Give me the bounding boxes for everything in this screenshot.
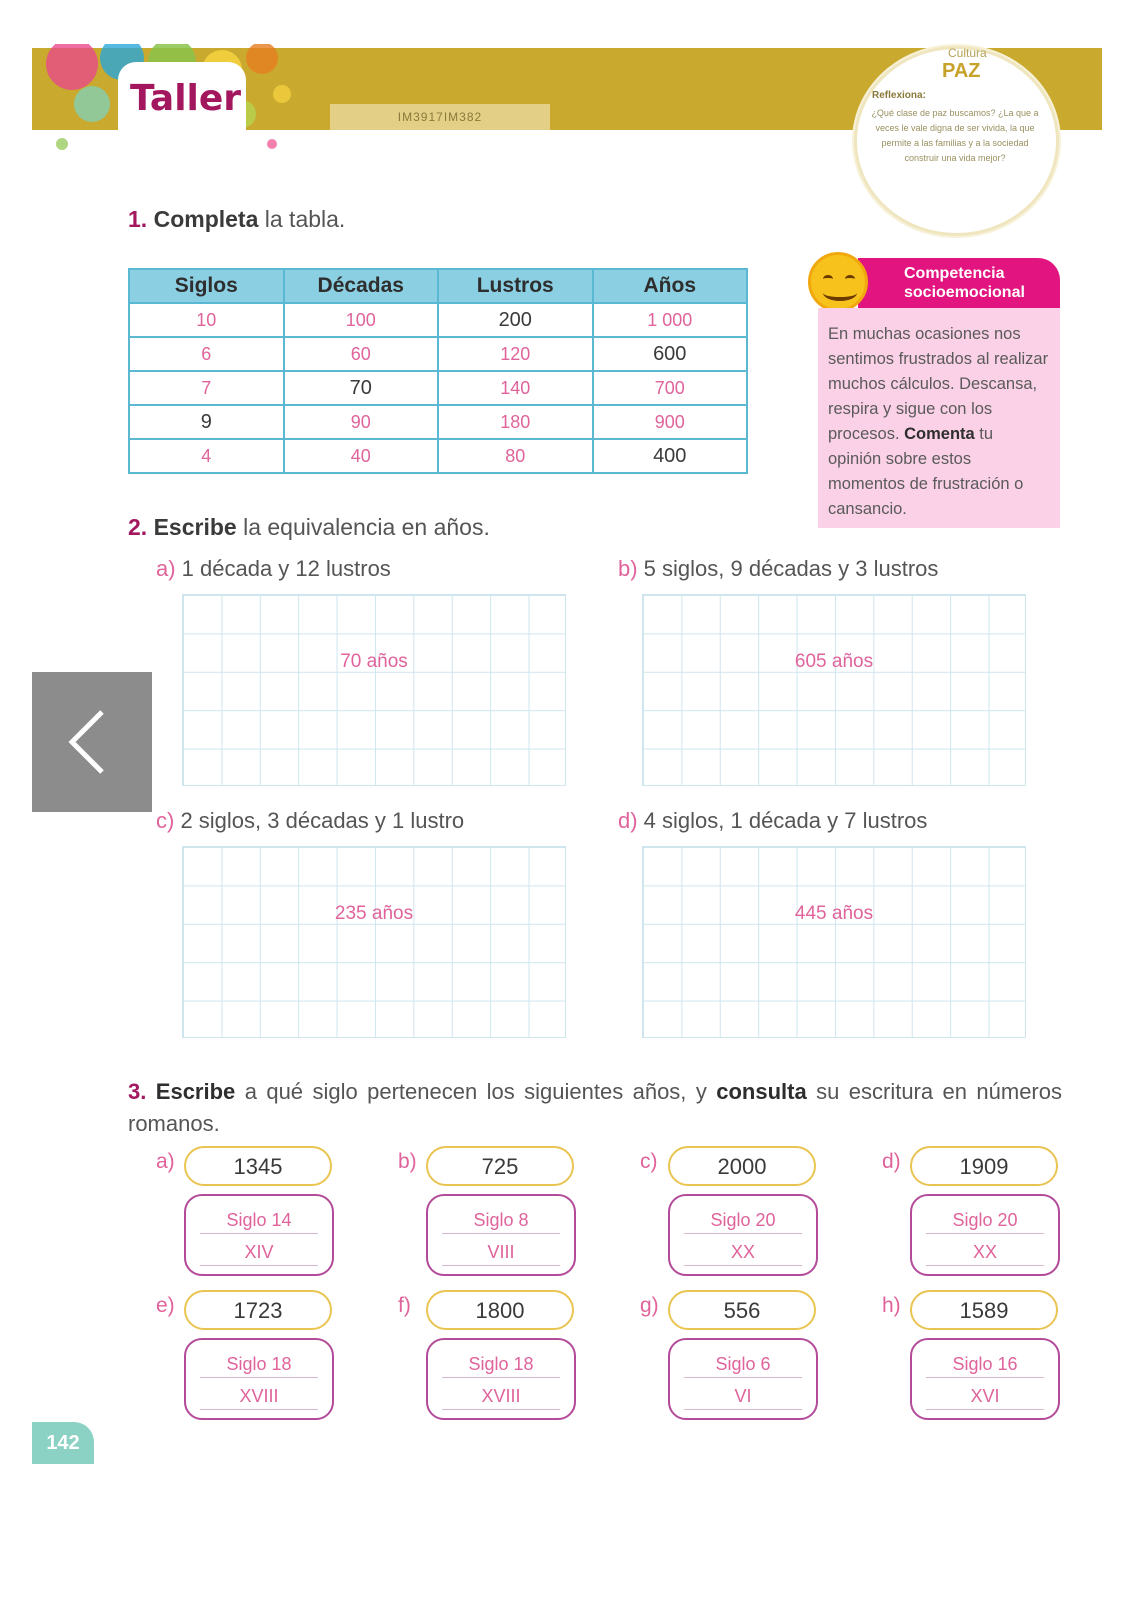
siglo-answer: Siglo 8	[442, 1206, 560, 1234]
competencia-title-1: Competencia	[904, 265, 1005, 282]
year-item	[640, 1290, 840, 1430]
q1-number: 1.	[128, 206, 148, 232]
competencia-header	[858, 258, 1060, 308]
item-letter: g)	[640, 1294, 659, 1317]
year-value: 2000	[668, 1146, 816, 1186]
item-letter: b)	[618, 556, 638, 581]
table-row	[129, 405, 747, 439]
page-title: Taller	[130, 78, 242, 119]
table-cell: 70	[284, 371, 439, 405]
year-item	[398, 1146, 598, 1286]
year-value: 1589	[910, 1290, 1058, 1330]
item-letter: b)	[398, 1150, 417, 1173]
table-cell: 10	[129, 303, 284, 337]
grid-work-area-c[interactable]	[182, 846, 566, 1038]
grid-work-area-a[interactable]	[182, 594, 566, 786]
roman-answer: VI	[684, 1382, 802, 1410]
competencia-text-start: En muchas ocasiones nos sentimos frustrados al realizar muchos cálculos. Descansa, respira y sigue con los procesos.	[828, 325, 1049, 443]
paz-title: Reflexiona:	[872, 90, 926, 101]
table-header-row	[129, 269, 747, 303]
table-cell: 700	[593, 371, 748, 405]
q3-verb1: Escribe	[155, 1079, 236, 1104]
year-value: 725	[426, 1146, 574, 1186]
table-cell: 7	[129, 371, 284, 405]
siglo-answer: Siglo 20	[926, 1206, 1044, 1234]
equivalence-table	[128, 268, 748, 474]
table-cell: 9	[129, 405, 284, 439]
item-letter: a)	[156, 556, 176, 581]
roman-answer: XVIII	[200, 1382, 318, 1410]
answer-box[interactable]	[426, 1338, 576, 1420]
table-row	[129, 303, 747, 337]
item-text: 4 siglos, 1 década y 7 lustros	[637, 808, 928, 833]
q3-heading	[128, 1076, 1062, 1140]
competencia-title-2: socioemocional	[904, 284, 1025, 301]
q3-mid: a qué siglo pertenecen los siguientes años, y	[235, 1079, 717, 1104]
table-cell: 100	[284, 303, 439, 337]
q1-heading	[128, 206, 345, 233]
year-value: 1800	[426, 1290, 574, 1330]
table-header: Siglos	[129, 269, 284, 303]
table-cell: 400	[593, 439, 748, 473]
q3-rest: su escritura en números romanos.	[128, 1079, 1062, 1136]
year-value: 1345	[184, 1146, 332, 1186]
grid-work-area-d[interactable]	[642, 846, 1026, 1038]
item-letter: d)	[618, 808, 638, 833]
table-cell: 180	[438, 405, 593, 439]
year-item	[882, 1290, 1082, 1430]
q2-item-c-label	[156, 808, 464, 834]
year-item	[640, 1146, 840, 1286]
item-text: 1 década y 12 lustros	[175, 556, 391, 581]
item-letter: c)	[156, 808, 175, 833]
answer-box[interactable]	[668, 1338, 818, 1420]
competencia-text-bold: Comenta	[904, 425, 975, 443]
table-cell: 200	[438, 303, 593, 337]
table-cell: 40	[284, 439, 439, 473]
q3-number: 3.	[128, 1079, 147, 1104]
table-cell: 140	[438, 371, 593, 405]
q2-verb: Escribe	[153, 514, 237, 540]
table-row	[129, 439, 747, 473]
item-letter: f)	[398, 1294, 411, 1317]
prev-page-button[interactable]	[32, 672, 152, 812]
answer-box[interactable]	[910, 1338, 1060, 1420]
table-cell: 6	[129, 337, 284, 371]
competencia-text-end: tu opinión sobre estos momentos de frustración o cansancio.	[828, 425, 1024, 518]
table-row	[129, 371, 747, 405]
table-cell: 1 000	[593, 303, 748, 337]
item-text: 2 siglos, 3 décadas y 1 lustro	[174, 808, 465, 833]
year-item	[398, 1290, 598, 1430]
roman-answer: VIII	[442, 1238, 560, 1266]
table-cell: 60	[284, 337, 439, 371]
table-row	[129, 337, 747, 371]
roman-answer: XX	[926, 1238, 1044, 1266]
q2-heading	[128, 514, 490, 541]
grid-answer: 70 años	[340, 651, 408, 672]
siglo-answer: Siglo 18	[200, 1350, 318, 1378]
item-letter: a)	[156, 1150, 175, 1173]
q2-item-d-label	[618, 808, 927, 834]
q2-rest: la equivalencia en años.	[236, 514, 490, 540]
item-text: 5 siglos, 9 décadas y 3 lustros	[637, 556, 939, 581]
cultura-paz-logo	[942, 46, 987, 83]
grid-answer: 235 años	[334, 903, 414, 924]
year-value: 556	[668, 1290, 816, 1330]
competencia-body	[818, 308, 1060, 528]
item-letter: c)	[640, 1150, 658, 1173]
roman-answer: XX	[684, 1238, 802, 1266]
grid-work-area-b[interactable]	[642, 594, 1026, 786]
grid-answer: 445 años	[794, 903, 874, 924]
siglo-answer: Siglo 18	[442, 1350, 560, 1378]
roman-answer: XVI	[926, 1382, 1044, 1410]
answer-box[interactable]	[184, 1194, 334, 1276]
item-letter: h)	[882, 1294, 901, 1317]
table-header: Décadas	[284, 269, 439, 303]
item-letter: d)	[882, 1150, 901, 1173]
roman-answer: XIV	[200, 1238, 318, 1266]
siglo-answer: Siglo 14	[200, 1206, 318, 1234]
table-cell: 900	[593, 405, 748, 439]
table-cell: 4	[129, 439, 284, 473]
q2-item-b-label	[618, 556, 938, 582]
q1-rest: la tabla.	[258, 206, 346, 232]
q1-verb: Completa	[153, 206, 259, 232]
page-number: 142	[32, 1422, 94, 1464]
table-cell: 120	[438, 337, 593, 371]
header-label: IM3917IM382	[330, 104, 550, 130]
year-item	[156, 1146, 356, 1286]
table-header: Años	[593, 269, 748, 303]
paz-logo-small: Cultura	[948, 46, 987, 60]
answer-box[interactable]	[910, 1194, 1060, 1276]
siglo-answer: Siglo 6	[684, 1350, 802, 1378]
answer-box[interactable]	[668, 1194, 818, 1276]
siglo-answer: Siglo 20	[684, 1206, 802, 1234]
table-cell: 90	[284, 405, 439, 439]
table-cell: 600	[593, 337, 748, 371]
q3-verb2: consulta	[716, 1079, 807, 1104]
answer-box[interactable]	[184, 1338, 334, 1420]
table-cell: 80	[438, 439, 593, 473]
smiley-icon	[808, 252, 868, 312]
q2-number: 2.	[128, 514, 148, 540]
year-value: 1909	[910, 1146, 1058, 1186]
year-value: 1723	[184, 1290, 332, 1330]
paz-text: ¿Qué clase de paz buscamos? ¿La que a veces le vale digna de ser vivida, la que permite a las familias y a la sociedad construir una vida mejor?	[871, 108, 1039, 163]
item-letter: e)	[156, 1294, 175, 1317]
year-item	[156, 1290, 356, 1430]
siglo-answer: Siglo 16	[926, 1350, 1044, 1378]
q2-item-a-label	[156, 556, 391, 582]
roman-answer: XVIII	[442, 1382, 560, 1410]
chevron-left-icon	[62, 706, 122, 778]
year-item	[882, 1146, 1082, 1286]
grid-answer: 605 años	[794, 651, 874, 672]
answer-box[interactable]	[426, 1194, 576, 1276]
table-header: Lustros	[438, 269, 593, 303]
paz-logo-text: PAZ	[942, 60, 981, 82]
